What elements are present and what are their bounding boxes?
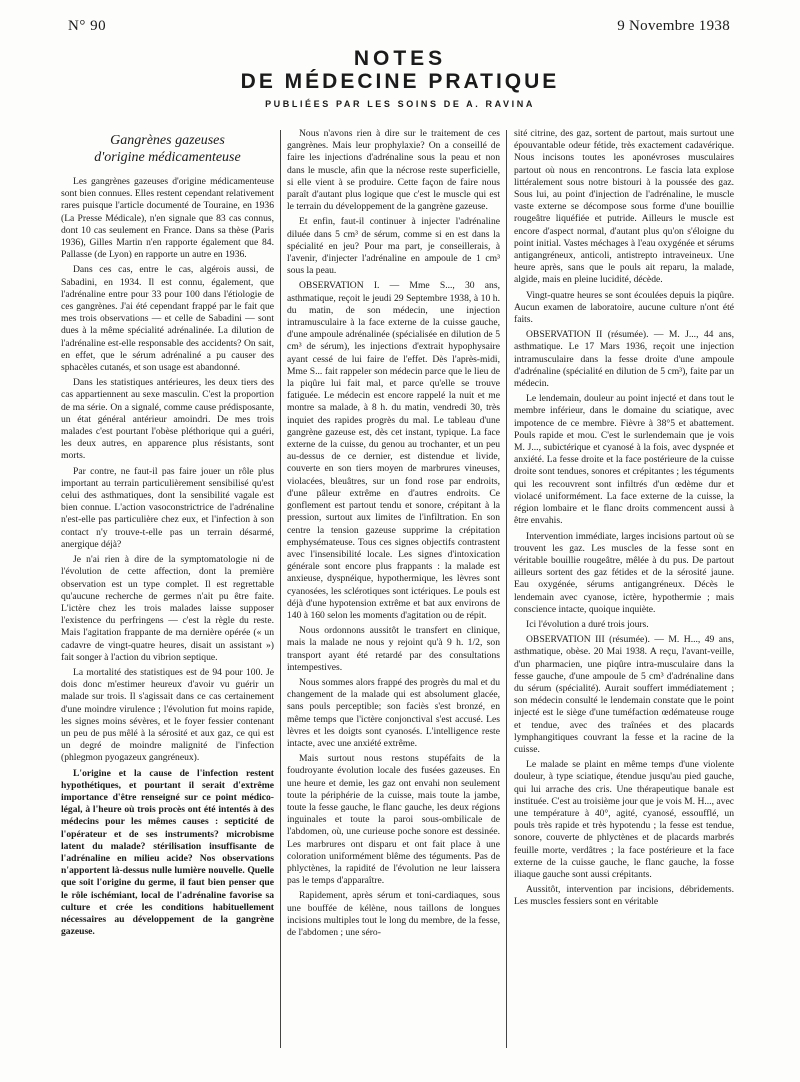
masthead: [0, 48, 800, 109]
paragraph: Ici l'évolution a duré trois jours.: [526, 618, 649, 630]
paragraph: Intervention immédiate, larges incisions partout où se trouvent les gaz. Les muscles de la fesse sont en véritable bouillie rougeâtre, mêlée à du pus. De partout ailleurs sortent des gaz fétides et de la sérosité jaune. Eau oxygénée, sérums antigangréneux. Décès le lendemain avec cyanose, ictère, hypothermie ; mais conscience intacte, quoique inquiète.: [514, 530, 734, 615]
masthead-line-1: NOTES: [353, 47, 447, 70]
paragraph: Par contre, ne faut-il pas faire jouer un rôle plus important au terrain particulièrement sensibilisé qu'est celui des asthmatiques, dont la sensibilité vagale est bien connue. L'action vasoconstrictrice de l'adrénaline n'est-elle pas particulière chez eux, et l'infection à son contact n'y trouve-t-elle pas un terrain désarmé, anergique déjà?: [61, 465, 274, 550]
paragraph: Et enfin, faut-il continuer à injecter l'adrénaline diluée dans 5 cm³ de sérum, comme si en est dans la spécialité en jeu? Pour ma part, je conseillerais, à l'avenir, d'injecter l'adrénaline en ampoule de 1 cm³ sous la peau.: [287, 216, 500, 277]
issue-number: N° 90: [68, 18, 107, 34]
paragraph: sité citrine, des gaz, sortent de partout, mais surtout une épouvantable odeur fétide, très exactement cadavérique. Nous incisons toutes les aponévroses musculaires partout où nous en rencontrons. Le fascia lata explose littéralement sous notre bistouri à la poussée des gaz. Sous lui, au point d'injection de l'adrénaline, le muscle vaste externe se décompose sous forme d'une bouillie rougeâtre liquéfiée et putride. Ailleurs le muscle est encore d'aspect normal, d'autant plus qu'on s'éloigne du point initial. Vastes méchages à l'eau oxygénée et sérums antigangréneux, anticoli, antistrepto intraveineux. Une heure après, sans que le pouls ait reparu, la malade, algide, mais en pleine lucidité, décède.: [514, 128, 734, 286]
paragraph: Le lendemain, douleur au point injecté et dans tout le membre inférieur, dans le domaine du sciatique, avec impotence de ce membre. Fièvre à 38°5 et abattement. Pouls rapide et mou. C'est le surlendemain que je vois M. J..., subictérique et cyanosé à la fois, avec dyspnée et anxiété. La fesse droite et la face postérieure de la cuisse droite sont tendues, sonores et crépitantes ; les téguments qui les recouvrent sont infiltrés d'un œdème dur et violacé uniformément. La face externe de la cuisse, la région lombaire et le flanc droits commencent aussi à être envahis.: [514, 393, 734, 527]
column-divider: [506, 130, 507, 1048]
paragraph: Les gangrènes gazeuses d'origine médicamenteuse sont bien connues. Elles restent cependant relativement rares puisque l'article documenté de Touraine, en 1936 (La Presse Médicale), n'en signale que 83 cas connus, dont 10 cas seulement en France. Dans sa thèse (Paris 1936), Gilles Martin n'en rapporte également que 84. Pallasse (de Lyon) en rapporte un autre en 1936.: [61, 176, 274, 261]
article-title: [61, 132, 274, 166]
paragraph: Vingt-quatre heures se sont écoulées depuis la piqûre. Aucun examen de laboratoire, aucune culture n'ont été faits.: [514, 289, 734, 326]
observation-3: OBSERVATION III (résumée). — M. H..., 49 ans, asthmatique, obèse. 20 Mai 1938. A reçu, l'avant-veille, d'un pharmacien, une piqûre intra-musculaire dans la fesse gauche, d'une ampoule de 5 cm³ d'adrénaline dans du sérum (spécialité). Aurait souffert immédiatement ; son médecin consulté le lendemain constate que le point injecté est le siège d'une tuméfaction œdémateuse rouge et tendue, avec des traînées et des placards lymphangitiques couvrant la fesse et la racine de la cuisse.: [514, 634, 734, 755]
column-2: [287, 128, 500, 942]
column-1: [61, 128, 274, 941]
masthead-line-2: DE MÉDECINE PRATIQUE: [240, 70, 560, 93]
observation-2: OBSERVATION II (résumée). — M. J..., 44 ans, asthmatique. Le 17 Mars 1936, reçoit une injection intramusculaire dans la fesse droite d'une ampoule d'adrénaline (spécialité en dilution de 5 cm³), faite par un médecin.: [514, 329, 734, 390]
paragraph: L'origine et la cause de l'infection restent hypothétiques, et pourtant il serait d'extrême importance d'être renseigné sur ce point médico-légal, à l'heure où trois procès ont été intentés à des médecins pour les mêmes causes : septicité de l'opérateur et de ses instruments? microbisme latent du malade? stérilisation insuffisante de l'adrénaline en milieu acide? Nos observations n'apportent là-dessus nulle lumière nouvelle. Quelle que soit l'origine du germe, il faut bien penser que le rôle ischémiant, local de l'adrénaline favorise sa culture et crée les conditions habituellement nécessaires au développement de la gangrène gazeuse.: [61, 767, 274, 938]
column-3: [514, 128, 734, 912]
paragraph: Nous ordonnons aussitôt le transfert en clinique, mais la malade ne nous y rejoint qu'à 9 h. 1/2, son transport ayant été retardé par des consultations intempestives.: [287, 625, 500, 673]
paragraph: Nous n'avons rien à dire sur le traitement de ces gangrènes. Mais leur prophylaxie? On a conseillé de faire les injections d'adrénaline sous la peau et non dans le muscle, afin que la nécrose reste superficielle, si elle vient à se produire. Cette façon de faire nous paraît d'autant plus logique que c'est le muscle qui est le terrain du développement de la gangrène gazeuse.: [287, 128, 500, 213]
article-title-line-2: d'origine médicamenteuse: [94, 150, 241, 165]
issue-date: 9 Novembre 1938: [617, 18, 730, 34]
article-title-line-1: Gangrènes gazeuses: [110, 133, 225, 148]
column-divider: [280, 130, 281, 1048]
paragraph: Nous sommes alors frappé des progrès du mal et du changement de la malade qui est absolument glacée, sans pouls perceptible; son faciès s'est bronzé, en même temps que l'ictère conjonctival s'est accusé. Les lèvres et les doigts sont cyanosés. L'intelligence reste intacte, avec une anxiété extrême.: [287, 676, 500, 749]
paragraph: Dans les statistiques antérieures, les deux tiers des cas appartiennent au sexe masculin. C'est la proportion de ma série. On a signalé, comme cause prédisposante, un état général antérieur amoindri. De mes trois malades c'est pourtant l'obèse pléthorique qui a guéri, les deux autres, en apparence plus résistants, sont morts.: [61, 377, 274, 462]
paragraph: Aussitôt, intervention par incisions, débridements. Les muscles fessiers sont en véritable: [514, 884, 734, 908]
paragraph: Dans ces cas, entre le cas, algérois aussi, de Sabadini, en 1934. Il est connu, également, que l'adrénaline entre pour 33 pour 100 dans l'étiologie de ces gangrènes. J'ai été cependant frappé par le fait que mes trois observations — et celle de Sabadini — sont dues à la même spécialité adrénalinée. La dilution de l'adrénaline est-elle responsable des accidents? On sait, en effet, que le sérum adrénaliné a pu causer des sphacèles cutanés, et son usage est abandonné.: [61, 264, 274, 374]
masthead-subtitle: PUBLIÉES PAR LES SOINS DE A. RAVINA: [265, 99, 535, 109]
paragraph: Rapidement, après sérum et toni-cardiaques, sous une bouffée de kélène, nous taillons de longues incisions multiples tout le long du membre, de la fesse, de l'abdomen ; une séro-: [287, 890, 500, 938]
paragraph: Le malade se plaint en même temps d'une violente douleur, à type sciatique, étendue jusqu'au pied gauche, qui lui arrache des cris. Une thérapeutique banale est instituée. C'est au troisième jour que je vois M. H..., avec une température à 40°, agité, cyanosé, essoufflé, un pouls très rapide et très hypotendu ; la fesse est tendue, sonore, couverte de phlyctènes et de placards marbrés feuille morte, verdâtres ; la face postérieure et la face externe de la cuisse gauche, le flanc gauche, la fosse iliaque gauche sont aussi crépitants.: [514, 759, 734, 880]
observation-1: OBSERVATION I. — Mme S..., 30 ans, asthmatique, reçoit le jeudi 29 Septembre 1938, à 10 h. du matin, de son médecin, une injection intramusculaire à la face externe de la cuisse gauche, d'une ampoule adrénalinée (spécialisée en dilution de 5 cm³ de sérum), les injections d'extrait hypophysaire ayant cessé de lui faire de l'effet. Dès l'après-midi, Mme S... fait rappeler son médecin parce que le lieu de la piqûre lui fait mal, et parce qu'elle se trouve fatiguée. Le médecin est encore rappelé la nuit et me montre sa malade, à 8 h. du matin, vendredi 30, très inquiet des rapides progrès du mal. Le tableau d'une gangrène gazeuse est, dès cet instant, typique. La face externe de la cuisse, du genou au trochanter, et un peu au-dessus de ce dernier, est distendue et livide, couverte en son tiers moyen de marbrures vineuses, violacées, bleuâtres, sur un fond rose par endroits, d'une pâleur extrême en d'autres endroits. Ce gonflement est partout tendu et sonore, crépitant à la pression, surtout aux limites de l'infiltration. En son centre la tension gazeuse supprime la crépitation emphysémateuse. Tous ces signes objectifs contrastent avec l'insensibilité locale. Les signes d'intoxication générale sont encore plus frappants : la malade est anxieuse, dyspnéique, hypothermique, les lèvres sont cyanosées, les sclérotiques sont ictériques. Le pouls est déjà d'une hypotension extrême et bat aux environs de 140 à 160 selon les moments d'agitation ou de répit.: [287, 280, 500, 621]
paragraph: La mortalité des statistiques est de 94 pour 100. Je dois donc m'estimer heureux d'avoir vu guérir un malade sur trois. Il s'agissait dans ce cas certainement d'une moindre virulence ; l'évolution fut moins rapide, les signes moins sévères, et le foyer fessier contenant un peu de pus mêlé à la sérosité et aux gaz, ce qui est un degré de moindre malignité de l'infection (phlegmon pyogazeux gangréneux).: [61, 666, 274, 764]
paragraph: Je n'ai rien à dire de la symptomatologie ni de l'évolution de cette affection, dont la première observation est un type complet. Il est regrettable qu'aucune recherche de germes n'ait pu être faite. L'ictère chez les trois malades laisse supposer l'existence du perfringens — c'est la règle du reste. Mais l'agitation frappante de ma dernière opérée (« un cadavre de vingt-quatre heures, disait un assistant ») fait songer à l'action du vibrion septique.: [61, 554, 274, 663]
paragraph: Mais surtout nous restons stupéfaits de la foudroyante évolution locale des fusées gazeuses. En une heure et demie, les gaz ont envahi non seulement toute la périphérie de la cuisse, mais toute la jambe, toute la fesse gauche, le flanc gauche, les deux régions inguinales et toute la paroi sous-ombilicale de l'abdomen, où, une curieuse poche sonore est dessinée. Les marbrures ont disparu et ont fait place à une coloration uniformément blême des téguments. Pas de phlyctènes, la rapidité de l'évolution ne leur laissera pas le temps d'apparaître.: [287, 753, 500, 887]
